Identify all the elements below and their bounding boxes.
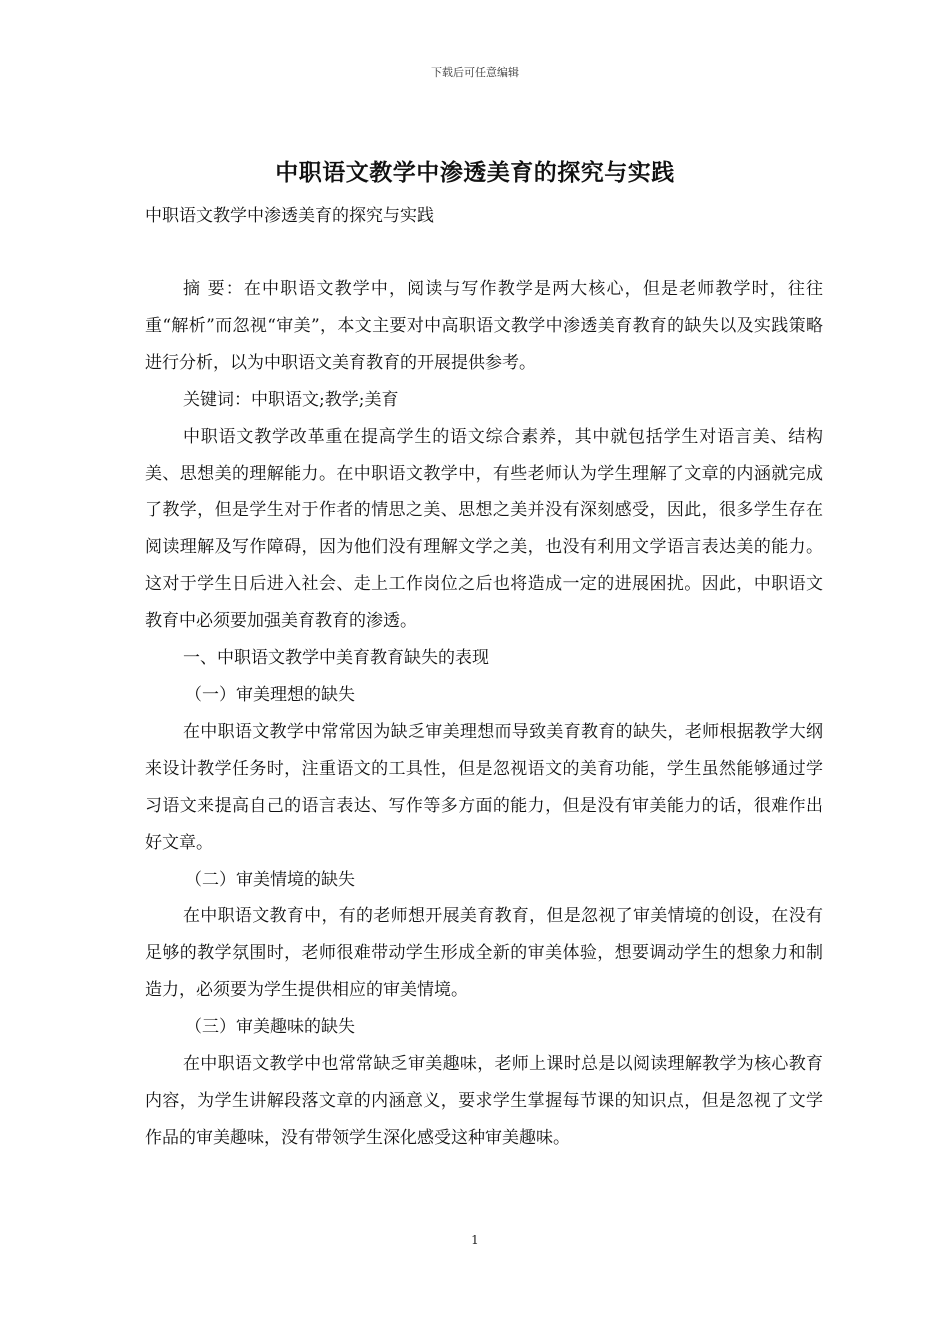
abstract-paragraph: 摘 要：在中职语文教学中，阅读与写作教学是两大核心，但是老师教学时，往往重“解析”而忽视“审美”，本文主要对中高职语文教学中渗透美育教育的缺失以及实践策略进行分析，以为中职语文美育教育的开展提供参考。 [145,279,823,373]
document-subtitle: 中职语文教学中渗透美育的探究与实践 [145,206,434,226]
body-paragraph: 在中职语文教学中也常常缺乏审美趣味，老师上课时总是以阅读理解教学为核心教育内容，为学生讲解段落文章的内涵意义，要求学生掌握每节课的知识点，但是忽视了文学作品的审美趣味，没有带领学生深化感受这种审美趣味。 [145,1054,823,1148]
subsection-heading: （二）审美情境的缺失 [185,869,355,890]
subsection-heading: （一）审美理想的缺失 [185,684,355,705]
body-paragraph: 在中职语文教育中，有的老师想开展美育教育，但是忽视了审美情境的创设，在没有足够的教学氛围时，老师很难带动学生形成全新的审美体验，想要调动学生的想象力和制造力，必须要为学生提供相应的审美情境。 [145,906,823,1001]
section-heading: 一、中职语文教学中美育教育缺失的表现 [183,648,489,669]
page-number: 1 [471,1233,479,1247]
document-body [145,271,823,1157]
header-note: 下载后可任意编辑 [431,66,519,79]
document-title: 中职语文教学中渗透美育的探究与实践 [275,159,675,186]
intro-paragraph: 中职语文教学改革重在提高学生的语文综合素养，其中就包括学生对语言美、结构美、思想美的理解能力。在中职语文教学中，有些老师认为学生理解了文章的内涵就完成了教学，但是学生对于作者的情思之美、思想之美并没有深刻感受，因此，很多学生存在阅读理解及写作障碍，因为他们没有理解文学之美，也没有利用文学语言表达美的能力。这对于学生日后进入社会、走上工作岗位之后也将造成一定的进展困扰。因此，中职语文教育中必须要加强美育教育的渗透。 [145,426,823,632]
keywords-paragraph: 关键词：中职语文;教学;美育 [183,389,399,410]
subsection-heading: （三）审美趣味的缺失 [185,1017,355,1038]
body-paragraph: 在中职语文教学中常常因为缺乏审美理想而导致美育教育的缺失，老师根据教学大纲来设计教学任务时，注重语文的工具性，但是忽视语文的美育功能，学生虽然能够通过学习语文来提高自己的语言表达、写作等多方面的能力，但是没有审美能力的话，很难作出好文章。 [145,721,823,853]
